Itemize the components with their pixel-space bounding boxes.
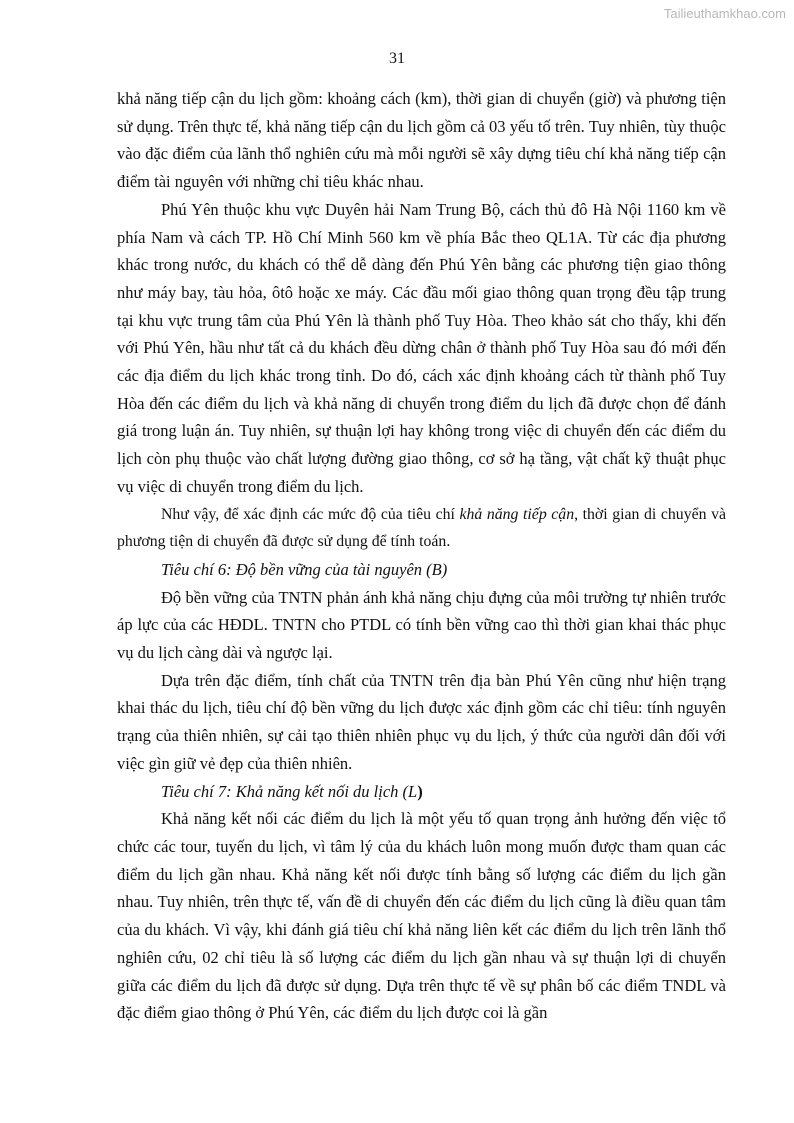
criterion-7-heading — [117, 778, 726, 806]
paragraph-sustainability-indicators: Dựa trên đặc điểm, tính chất của TNTN trên địa bàn Phú Yên cũng như hiện trạng khai thác du lịch, tiêu chí độ bền vững du lịch được xác định gồm các chỉ tiêu: tính nguyên trạng của thiên nhiên, sự cải tạo thiên nhiên phục vụ du lịch, ý thức của người dân đối với việc gìn giữ vẻ đẹp của thiên nhiên. — [117, 670, 726, 773]
text-run: Như vậy, để xác định các mức độ của tiêu chí — [161, 505, 460, 523]
page-number: 31 — [389, 50, 405, 67]
heading-text: Tiêu chí 7: Khả năng kết nối du lịch (L — [161, 781, 418, 801]
paragraph-accessibility-continued: khả năng tiếp cận du lịch gồm: khoảng cách (km), thời gian di chuyển (giờ) và phương tiện sử dụng. Trên thực tế, khả năng tiếp cận du lịch gồm cả 03 yếu tố trên. Tuy nhiên, tùy thuộc vào đặc điểm của lãnh thổ nghiên cứu mà mỗi người sẽ xây dựng tiêu chí khả năng tiếp cận điểm tài nguyên với những chỉ tiêu khác nhau. — [117, 89, 726, 192]
watermark: Tailieuthamkhao.com — [663, 6, 786, 21]
criterion-6-heading: Tiêu chí 6: Độ bền vững của tài nguyên (B) — [161, 559, 448, 579]
text-run: , thời gian di chuyển và phương tiện di chuyển đã được sử dụng để tính toán. — [117, 505, 726, 551]
paragraph-connectivity: Khả năng kết nối các điểm du lịch là một yếu tố quan trọng ảnh hưởng đến việc tổ chức các tour, tuyến du lịch, vì tâm lý của du khách luôn mong muốn được tham quan các điểm du lịch gần nhau. Khả năng kết nối được tính bằng số lượng các điểm du lịch gần nhau. Tuy nhiên, trên thực tế, vấn đề di chuyển đến các điểm du lịch cũng là điều quan tâm của du khách. Vì vậy, khi đánh giá tiêu chí khả năng liên kết các điểm du lịch trên lãnh thổ nghiên cứu, 02 chỉ tiêu là số lượng các điểm du lịch gần nhau và sự thuận lợi di chuyển giữa các điểm du lịch đã được sử dụng. Dựa trên thực tế về sự phân bố các điểm TNDL và đặc điểm giao thông ở Phú Yên, các điểm du lịch được coi là gần — [117, 809, 726, 1023]
paragraph-accessibility-conclusion — [117, 501, 726, 556]
document-body — [117, 85, 726, 1027]
heading-closing-paren: ) — [417, 781, 423, 801]
paragraph-phu-yen-location: Phú Yên thuộc khu vực Duyên hải Nam Trung Bộ, cách thủ đô Hà Nội 1160 km về phía Nam và cách TP. Hồ Chí Minh 560 km về phía Bắc theo QL1A. Từ các địa phương khác trong nước, du khách có thể dễ dàng đến Phú Yên bằng các phương tiện giao thông như máy bay, tàu hỏa, ôtô hoặc xe máy. Các đầu mối giao thông quan trọng đều tập trung tại khu vực trung tâm của Phú Yên là thành phố Tuy Hòa. Theo khảo sát cho thấy, khi đến với Phú Yên, hầu như tất cả du khách đều dừng chân ở thành phố Tuy Hòa sau đó mới đến các địa điểm du lịch khác trong tỉnh. Do đó, cách xác định khoảng cách từ thành phố Tuy Hòa đến các điểm du lịch và khả năng di chuyển trong điểm du lịch đã được chọn để đánh giá trong luận án. Tuy nhiên, sự thuận lợi hay không trong việc di chuyển đến các điểm du lịch còn phụ thuộc vào chất lượng đường giao thông, cơ sở hạ tầng, vật chất kỹ thuật phục vụ việc di chuyển trong điểm du lịch. — [117, 199, 726, 496]
paragraph-sustainability-definition: Độ bền vững của TNTN phản ánh khả năng chịu đựng của môi trường tự nhiên trước áp lực của các HĐDL. TNTN cho PTDL có tính bền vững cao thì thời gian khai thác phục vụ du lịch càng dài và ngược lại. — [117, 587, 726, 663]
italic-term: khả năng tiếp cận — [459, 505, 575, 523]
